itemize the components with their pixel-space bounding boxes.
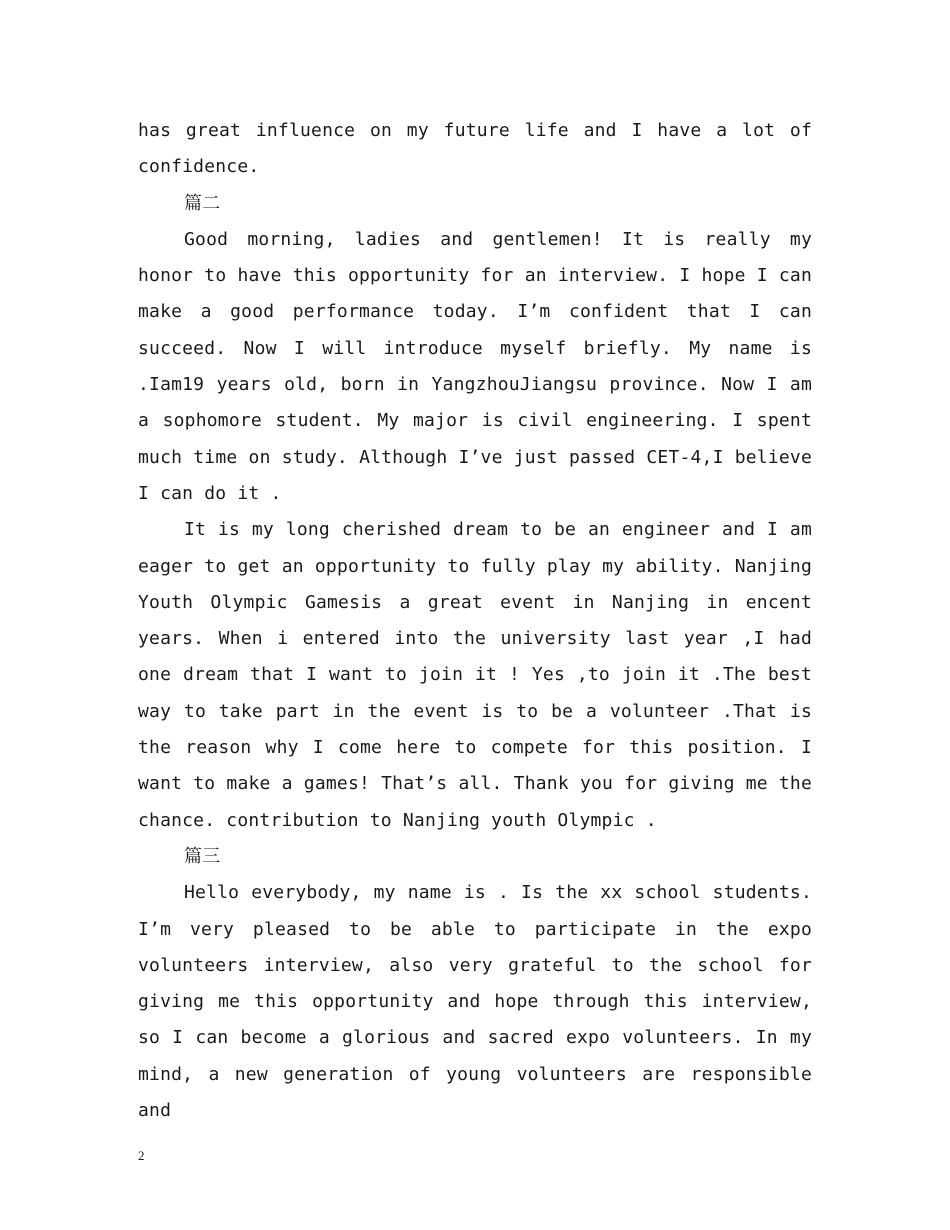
paragraph-expo-volunteer: Hello everybody, my name is . Is the xx school students. I’m very pleased to be able to participate in the expo volunteers interview, also very grateful to the school for giving me this opportunity and hope through this interview, so I can become a glorious and sacred expo volunteers. In my mind, a new generation of young volunteers are responsible and bbox=[138, 882, 812, 1122]
document-body bbox=[138, 113, 812, 1129]
section-heading-2: 篇二 bbox=[184, 192, 221, 214]
paragraph-olympic-dream: It is my long cherished dream to be an engineer and I am eager to get an opportunity to fully play my ability. Nanjing Youth Olympic Gamesis a great event in Nanjing in encent years. When i entered into the university last year ,I had one dream that I want to join it ! Yes ,to join it .The best way to take part in the event is to be a volunteer .That is the reason why I come here to compete for this position. I want to make a games! That’s all. Thank you for giving me the chance. contribution to Nanjing youth Olympic . bbox=[138, 519, 812, 831]
page-number: 2 bbox=[138, 1148, 145, 1163]
section-heading-3: 篇三 bbox=[184, 845, 221, 867]
paragraph-continuation: has great influence on my future life and I have a lot of confidence. bbox=[138, 120, 812, 178]
paragraph-interview-intro: Good morning, ladies and gentlemen! It is really my honor to have this opportunity for an interview. I hope I can make a good performance today. I’m confident that I can succeed. Now I will introduce myself briefly. My name is .Iam19 years old, born in YangzhouJiangsu province. Now I am a sophomore student. My major is civil engineering. I spent much time on study. Although I’ve just passed CET-4,I believe I can do it . bbox=[138, 228, 812, 504]
